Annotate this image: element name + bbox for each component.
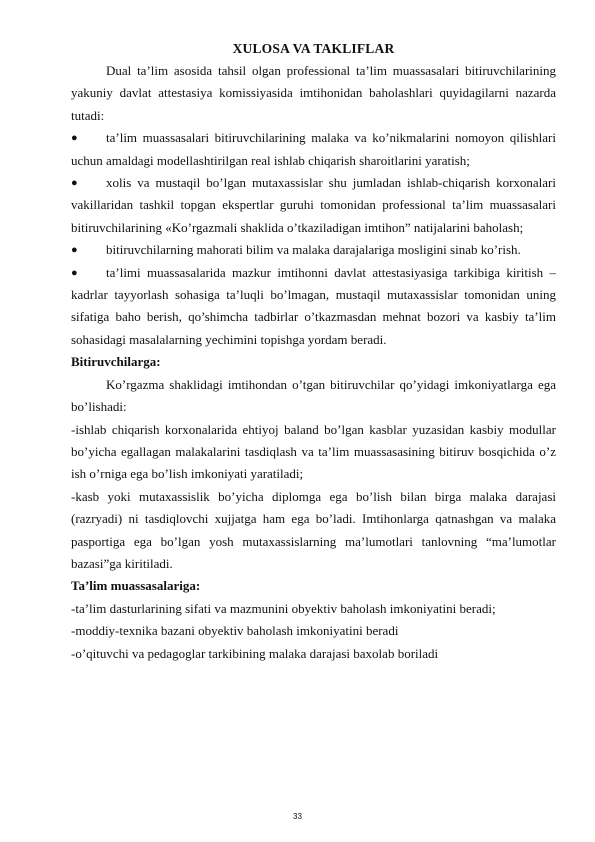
- section-intro-graduates: Ko’rgazma shaklidagi imtihondan o’tgan bitiruvchilar qo’yidagi imkoniyatlarga ega bo’lishadi:: [71, 376, 556, 415]
- section-heading-institutions: Ta’lim muassasalariga:: [71, 578, 201, 594]
- bullet-text: bitiruvchilarning mahorati bilim va malaka darajalariga mosligini sinab ko’rish.: [106, 242, 521, 258]
- section-heading-graduates: Bitiruvchilarga:: [71, 354, 161, 370]
- list-item: -moddiy-texnika bazani obyektiv baholash imkoniyatini beradi: [71, 623, 399, 639]
- bullet-item: [71, 239, 556, 261]
- bullet-item: [71, 127, 556, 172]
- bullet-text: xolis va mustaqil bo’lgan mutaxassislar shu jumladan ishlab-chiqarish korxonalari vakillaridan tashkil topgan ekspertlar guruhi tomonidan professional ta’lim muassasalari bitiruvchilarining «Ko’rgazmali shaklida o’tkaziladigan imtihon” natijalarini baholash;: [71, 175, 556, 235]
- bullet-item: [71, 262, 556, 352]
- list-item: -ta’lim dasturlarining sifati va mazmunini obyektiv baholash imkoniyatini beradi;: [71, 600, 496, 616]
- bullet-text: ta’limi muassasalarida mazkur imtihonni davlat attestasiyasiga tarkibiga kiritish – kadrlar tayyorlash sohasiga ta’luqli bo’lmagan, mustaqil mutaxassislar tomonidan uning sifatiga baho berish, qo’shimcha tadbirlar o’tkazmasdan mehnat bozori va kasbiy ta’lim sohasidagi masalalarning yechimini topishga yordam beradi.: [71, 264, 556, 347]
- list-item: -ishlab chiqarish korxonalarida ehtiyoj baland bo’lgan kasblar yuzasidan kasbiy modullar bo’yicha egallagan malakalarini tasdiqlash va ta’lim muassasasining bitiruv bosqichida o’z ish o’rniga ega bo’lish imkoniyati yaratiladi;: [71, 421, 556, 482]
- list-item: -kasb yoki mutaxassislik bo’yicha diplomga ega bo’lish bilan birga malaka darajasi (razryadi) ni tasdiqlovchi xujjatga ham ega bo’ladi. Imtihonlarga qatnashgan va malaka pasportiga ega bo’lgan yosh mutaxassislarning ma’lumotlari tanlovning “ma’lumotlar bazasi”ga kiritiladi.: [71, 488, 556, 571]
- bullet-text: ta’lim muassasalari bitiruvchilarining malaka va ko’nikmalarini nomoyon qilishlari uchun amaldagi modellashtirilgan real ishlab chiqarish sharoitlarini yaratish;: [71, 130, 556, 168]
- bullet-icon: ●: [71, 177, 78, 190]
- document-title: XULOSA VA TAKLIFLAR: [232, 41, 395, 56]
- list-item: -o’qituvchi va pedagoglar tarkibining malaka darajasi baxolab boriladi: [71, 645, 439, 661]
- bullet-list: [71, 127, 556, 351]
- intro-paragraph: Dual ta’lim asosida tahsil olgan professional ta’lim muassasalari bitiruvchilarining yakuniy davlat attestasiya komissiyasida imtihonidan baholashlari quyidagilarni nazarda tutadi:: [71, 63, 556, 123]
- bullet-item: [71, 172, 556, 239]
- document-page: [71, 38, 556, 665]
- bullet-icon: ●: [71, 244, 78, 257]
- page-number: 33: [293, 812, 302, 821]
- bullet-icon: ●: [71, 132, 78, 145]
- bullet-icon: ●: [71, 266, 78, 279]
